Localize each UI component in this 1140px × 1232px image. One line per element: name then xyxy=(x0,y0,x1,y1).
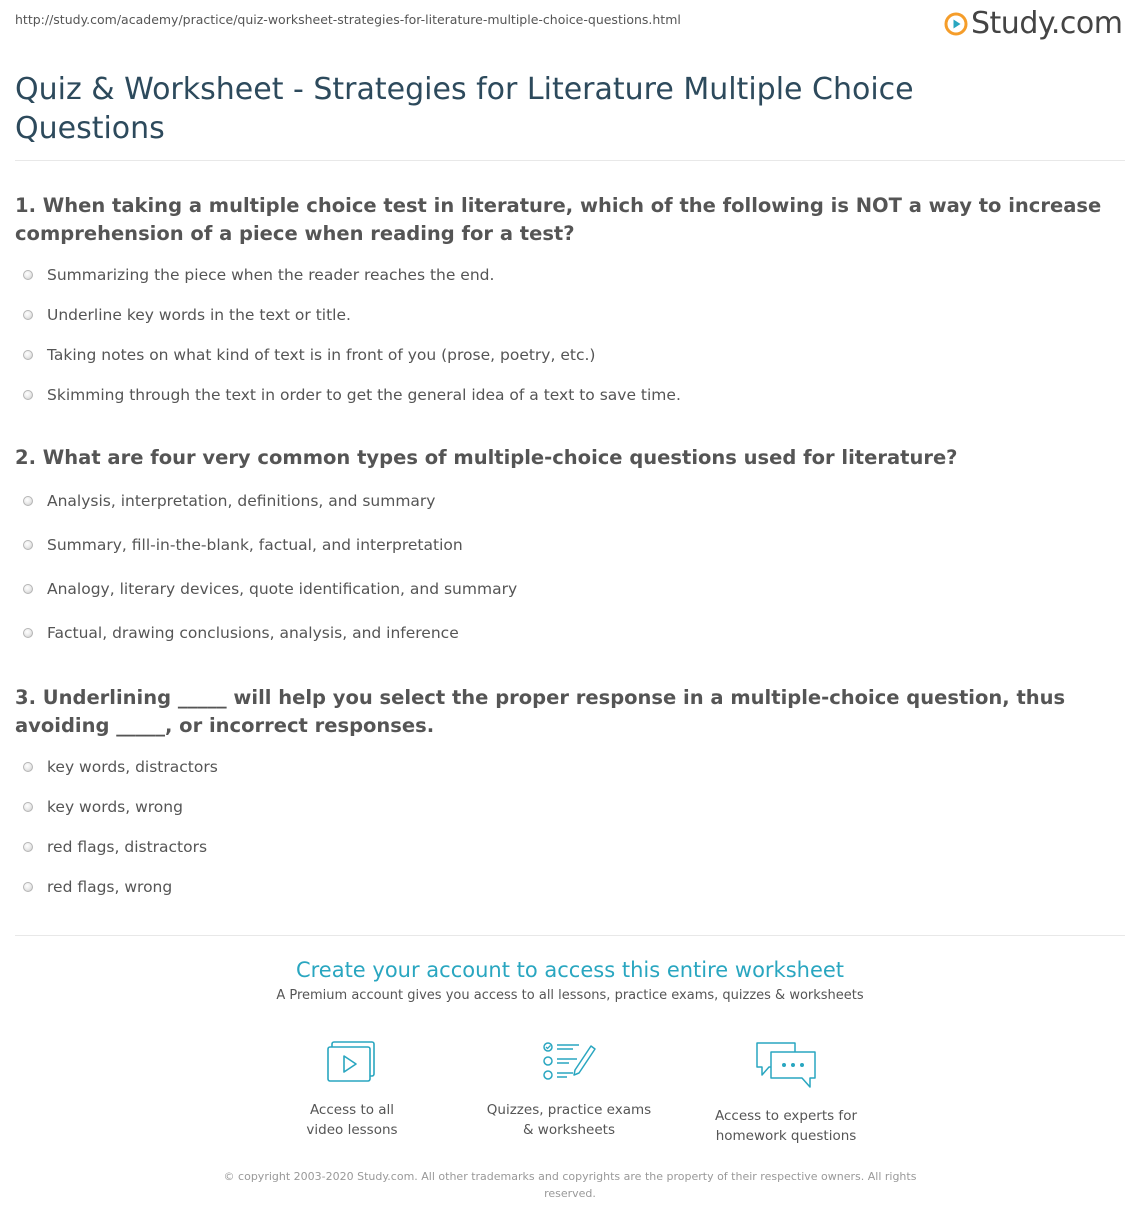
feature-label-line: & worksheets xyxy=(522,1122,615,1138)
answer-option[interactable] xyxy=(23,345,595,365)
question-1: 1. When taking a multiple choice test in literature, which of the following is NOT a way to increase comprehension of a piece when reading for a test? xyxy=(15,194,1102,245)
page-title: Quiz & Worksheet - Strategies for Literature Multiple Choice Questions xyxy=(15,72,914,146)
answer-text: Analogy, literary devices, quote identification, and summary xyxy=(47,580,518,598)
answer-text: Factual, drawing conclusions, analysis, and inference xyxy=(47,624,459,642)
feature-label-line: homework questions xyxy=(715,1128,857,1144)
radio-button[interactable] xyxy=(23,350,33,360)
cta-heading-link[interactable]: Create your account to access this entire worksheet xyxy=(295,958,845,982)
radio-button[interactable] xyxy=(23,842,33,852)
answer-option[interactable] xyxy=(23,491,435,511)
answer-option[interactable] xyxy=(23,757,218,777)
study-logo-icon xyxy=(944,12,968,36)
answer-text: Summarizing the piece when the reader reaches the end. xyxy=(47,266,495,284)
answer-text: Analysis, interpretation, definitions, and summary xyxy=(47,492,436,510)
radio-button[interactable] xyxy=(23,882,33,892)
video-lesson-icon xyxy=(326,1040,378,1084)
answer-text: Summary, fill-in-the-blank, factual, and interpretation xyxy=(47,536,463,554)
cta-subheading: A Premium account gives you access to all lessons, practice exams, quizzes & worksheets xyxy=(276,988,864,1003)
feature-video-lessons xyxy=(252,1040,452,1140)
radio-button[interactable] xyxy=(23,540,33,550)
feature-experts xyxy=(686,1040,886,1146)
chat-bubbles-icon xyxy=(754,1040,818,1090)
answer-text: Taking notes on what kind of text is in front of you (prose, poetry, etc.) xyxy=(47,346,596,364)
logo-text: Study.com xyxy=(971,6,1123,41)
radio-button[interactable] xyxy=(23,802,33,812)
answer-option[interactable] xyxy=(23,579,517,599)
radio-button[interactable] xyxy=(23,584,33,594)
answer-option[interactable] xyxy=(23,797,183,817)
header-divider xyxy=(15,160,1125,161)
feature-label-line: Access to experts for xyxy=(714,1108,857,1124)
feature-label-line: Access to all xyxy=(309,1102,395,1118)
radio-button[interactable] xyxy=(23,762,33,772)
answer-option[interactable] xyxy=(23,305,351,325)
answer-text: key words, wrong xyxy=(47,798,183,816)
answer-option[interactable] xyxy=(23,535,463,555)
answer-option[interactable] xyxy=(23,623,459,643)
radio-button[interactable] xyxy=(23,270,33,280)
radio-button[interactable] xyxy=(23,310,33,320)
study-logo[interactable] xyxy=(944,6,1122,42)
page-url: http://study.com/academy/practice/quiz-worksheet-strategies-for-literature-multiple-choice-questions.html xyxy=(15,12,681,27)
feature-quizzes xyxy=(469,1040,669,1140)
answer-text: Underline key words in the text or title. xyxy=(47,306,351,324)
answer-text: red flags, distractors xyxy=(47,838,208,856)
quiz-checklist-icon xyxy=(539,1040,599,1084)
answer-text: key words, distractors xyxy=(47,758,218,776)
radio-button[interactable] xyxy=(23,496,33,506)
feature-label-line: Quizzes, practice exams xyxy=(486,1102,652,1118)
feature-label-line: video lessons xyxy=(306,1122,398,1138)
radio-button[interactable] xyxy=(23,628,33,638)
radio-button[interactable] xyxy=(23,390,33,400)
answer-option[interactable] xyxy=(23,385,681,405)
question-2: 2. What are four very common types of multiple-choice questions used for literature? xyxy=(15,446,958,469)
answer-text: Skimming through the text in order to get the general idea of a text to save time. xyxy=(47,386,681,404)
answer-option[interactable] xyxy=(23,837,207,857)
answer-option[interactable] xyxy=(23,265,494,285)
content-divider xyxy=(15,935,1125,936)
copyright-footer: © copyright 2003-2020 Study.com. All other trademarks and copyrights are the property of their respective owners. All rights reserved. xyxy=(223,1170,917,1200)
answer-text: red flags, wrong xyxy=(47,878,173,896)
question-3: 3. Underlining _____ will help you select the proper response in a multiple-choice question, thus avoiding _____, or incorrect responses. xyxy=(15,686,1066,737)
answer-option[interactable] xyxy=(23,877,172,897)
